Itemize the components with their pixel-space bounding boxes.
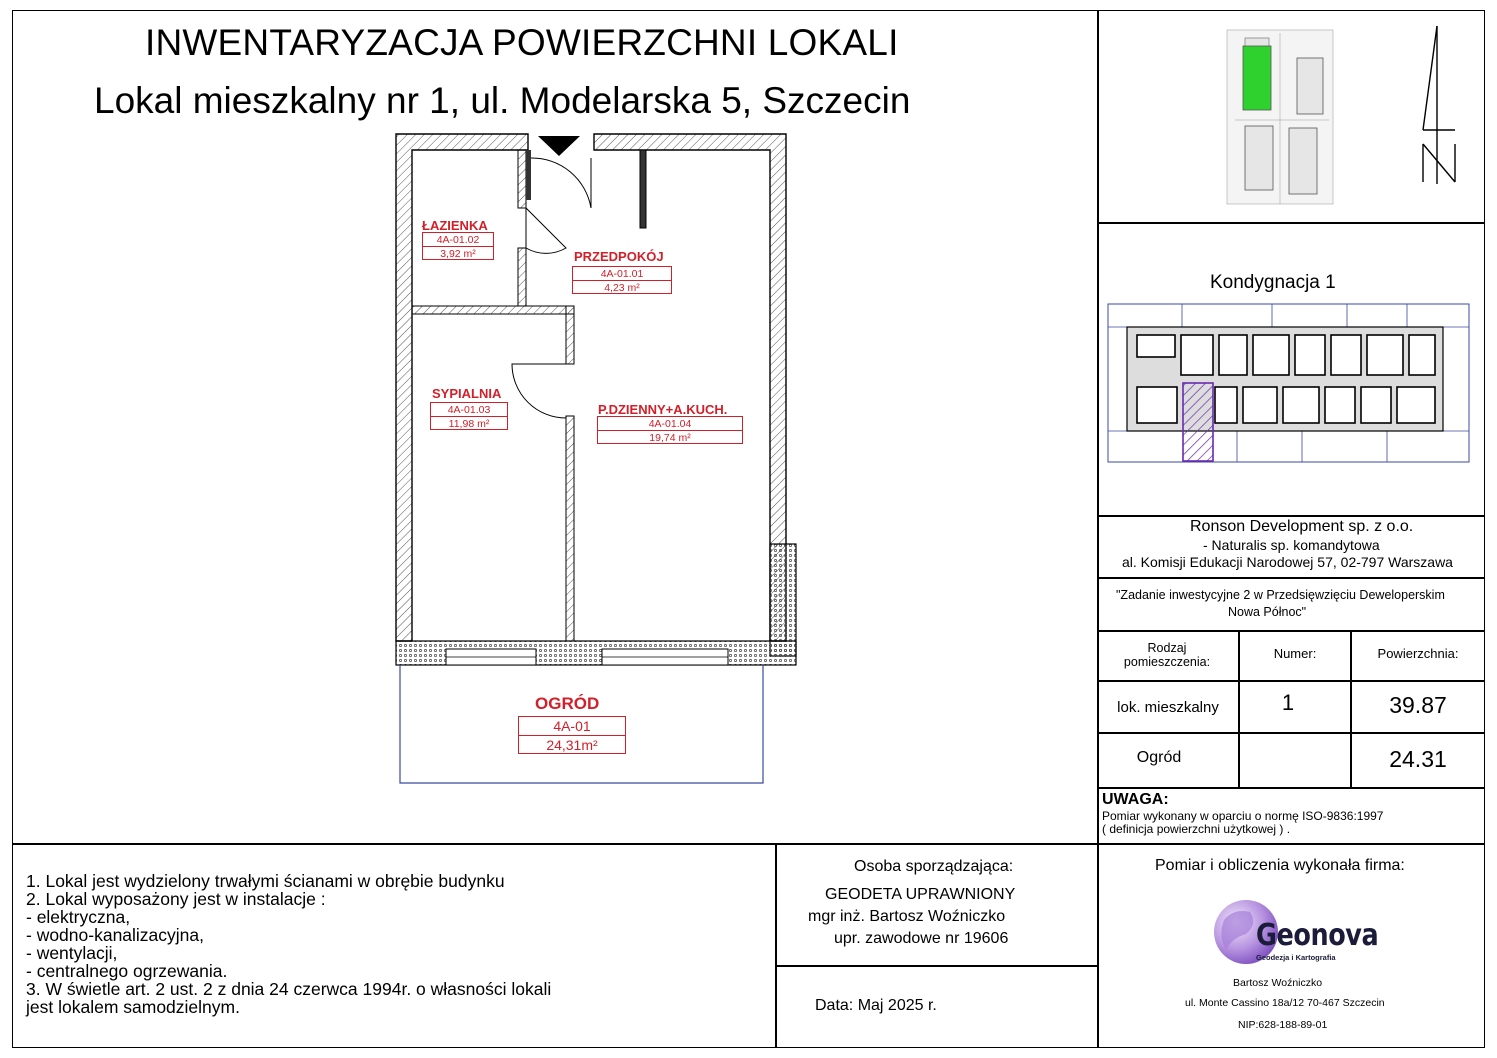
room-code: 4A-01.01 xyxy=(573,267,671,281)
table-header-type: Rodzaj pomieszczenia: xyxy=(1123,641,1211,669)
note-line: 3. W świetle art. 2 ust. 2 z dnia 24 czerwca 1994r. o własności lokali xyxy=(26,979,552,999)
company-logo-name: Geonova xyxy=(1256,918,1379,953)
site-key-map xyxy=(1225,28,1335,206)
author-name: mgr inż. Bartosz Woźniczko xyxy=(808,908,1006,925)
table-row2-area: 24.31 xyxy=(1389,745,1447,772)
bathroom-door xyxy=(526,208,566,253)
divider-author xyxy=(1097,843,1099,1048)
investor-name: Ronson Development sp. z o.o. xyxy=(1190,518,1414,535)
company-person: Bartosz Woźniczko xyxy=(1233,977,1323,989)
table-row1-type: lok. mieszkalny xyxy=(1117,698,1219,716)
room-area: 24,31m² xyxy=(546,737,598,753)
note-line: - elektryczna, xyxy=(26,907,131,927)
divider-investor xyxy=(1097,515,1485,517)
divider-table-bottom xyxy=(1097,787,1485,789)
divider-notes xyxy=(775,843,777,1048)
divider-keymap xyxy=(1097,222,1485,224)
room-name-garden: OGRÓD xyxy=(535,694,600,713)
note-line: - wentylacji, xyxy=(26,943,118,963)
divider-author-date xyxy=(775,965,1097,967)
divider-main-horizontal xyxy=(12,843,1485,845)
table-row1-number: 1 xyxy=(1281,690,1295,715)
investor-line2: - Naturalis sp. komandytowa xyxy=(1203,537,1380,553)
divider-right-column xyxy=(1097,10,1099,843)
note-line: 1. Lokal jest wydzielony trwałymi ścianami w obrębie budynku xyxy=(26,871,505,891)
room-area: 11,98 m² xyxy=(448,417,490,430)
notes-list xyxy=(26,872,551,1016)
company-address: ul. Monte Cassino 18a/12 70-467 Szczecin xyxy=(1185,997,1385,1009)
room-box-bathroom xyxy=(422,232,494,260)
room-box-living xyxy=(597,416,743,444)
drawing-date: Data: Maj 2025 r. xyxy=(815,997,937,1014)
note-line: 2. Lokal wyposażony jest w instalacje : xyxy=(26,889,326,909)
room-code: 4A-01.04 xyxy=(598,417,742,431)
project-line1: "Zadanie inwestycyjne 2 w Przedsięwzięciu Deweloperskim xyxy=(1116,588,1445,602)
floor-key-plan xyxy=(1107,303,1471,465)
room-area: 3,92 m² xyxy=(440,247,476,260)
floor-label: Kondygnacja 1 xyxy=(1210,272,1336,293)
note-line: - wodno-kanalizacyjna, xyxy=(26,925,205,945)
room-code: 4A-01 xyxy=(519,717,625,736)
bedroom-door xyxy=(512,364,566,418)
divider-table-row2 xyxy=(1097,732,1485,734)
entrance-door xyxy=(531,158,591,208)
note-line: - centralnego ogrzewania. xyxy=(26,961,228,981)
note-line: jest lokalem samodzielnym. xyxy=(26,997,240,1017)
author-licence: upr. zawodowe nr 19606 xyxy=(834,930,1009,947)
building-highlight xyxy=(1243,46,1271,110)
entrance-arrow xyxy=(538,136,580,156)
bedroom-wall-lower xyxy=(566,416,574,641)
divider-project xyxy=(1097,577,1485,579)
room-area: 19,74 m² xyxy=(649,431,691,444)
room-box-bedroom xyxy=(430,402,508,430)
hall-wall-stub xyxy=(640,150,646,228)
author-title: GEODETA UPRAWNIONY xyxy=(825,886,1016,903)
table-row2-type: Ogród xyxy=(1136,749,1182,766)
project-line2: Nowa Północ" xyxy=(1228,605,1307,619)
north-arrow-icon xyxy=(1415,22,1461,188)
room-area: 4,23 m² xyxy=(604,281,640,294)
company-logo-tagline: Geodezja i Kartografia xyxy=(1256,953,1336,962)
investor-address: al. Komisji Edukacji Narodowej 57, 02-797 Warszawa xyxy=(1122,554,1453,570)
bathroom-wall-horizontal xyxy=(412,306,574,314)
page-title: INWENTARYZACJA POWIERZCHNI LOKALI xyxy=(145,22,899,63)
room-box-hall xyxy=(572,266,672,294)
balcony-strip xyxy=(770,544,796,656)
room-name-hall: PRZEDPOKÓJ xyxy=(574,249,664,264)
room-name-bedroom: SYPIALNIA xyxy=(432,386,502,401)
table-header-number: Numer: xyxy=(1273,645,1317,661)
page-subtitle: Lokal mieszkalny nr 1, ul. Modelarska 5, Szczecin xyxy=(94,80,911,121)
room-box-garden xyxy=(518,716,626,754)
company-nip: NIP:628-188-89-01 xyxy=(1238,1019,1328,1031)
remark-label: UWAGA: xyxy=(1102,791,1169,808)
room-code: 4A-01.03 xyxy=(431,403,507,417)
divider-table-row1 xyxy=(1097,680,1485,682)
apartment-highlight xyxy=(1183,383,1213,461)
table-header-area: Powierzchnia: xyxy=(1377,645,1459,661)
room-name-bathroom: ŁAZIENKA xyxy=(422,218,488,233)
remark-line2: ( definicja powierzchni użytkowej ) . xyxy=(1102,822,1291,836)
author-label: Osoba sporządzająca: xyxy=(854,858,1014,875)
room-name-living: P.DZIENNY+A.KUCH. xyxy=(598,402,728,417)
company-label: Pomiar i obliczenia wykonała firma: xyxy=(1155,857,1405,874)
table-row1-area: 39.87 xyxy=(1389,691,1447,718)
room-code: 4A-01.02 xyxy=(423,233,493,247)
table-row2-number xyxy=(1240,741,1350,775)
bedroom-wall-upper xyxy=(566,306,574,364)
remark-line1: Pomiar wykonany w oparciu o normę ISO-9836:1997 xyxy=(1102,809,1384,823)
bathroom-wall-vertical xyxy=(518,150,526,208)
divider-table-top xyxy=(1097,630,1485,632)
